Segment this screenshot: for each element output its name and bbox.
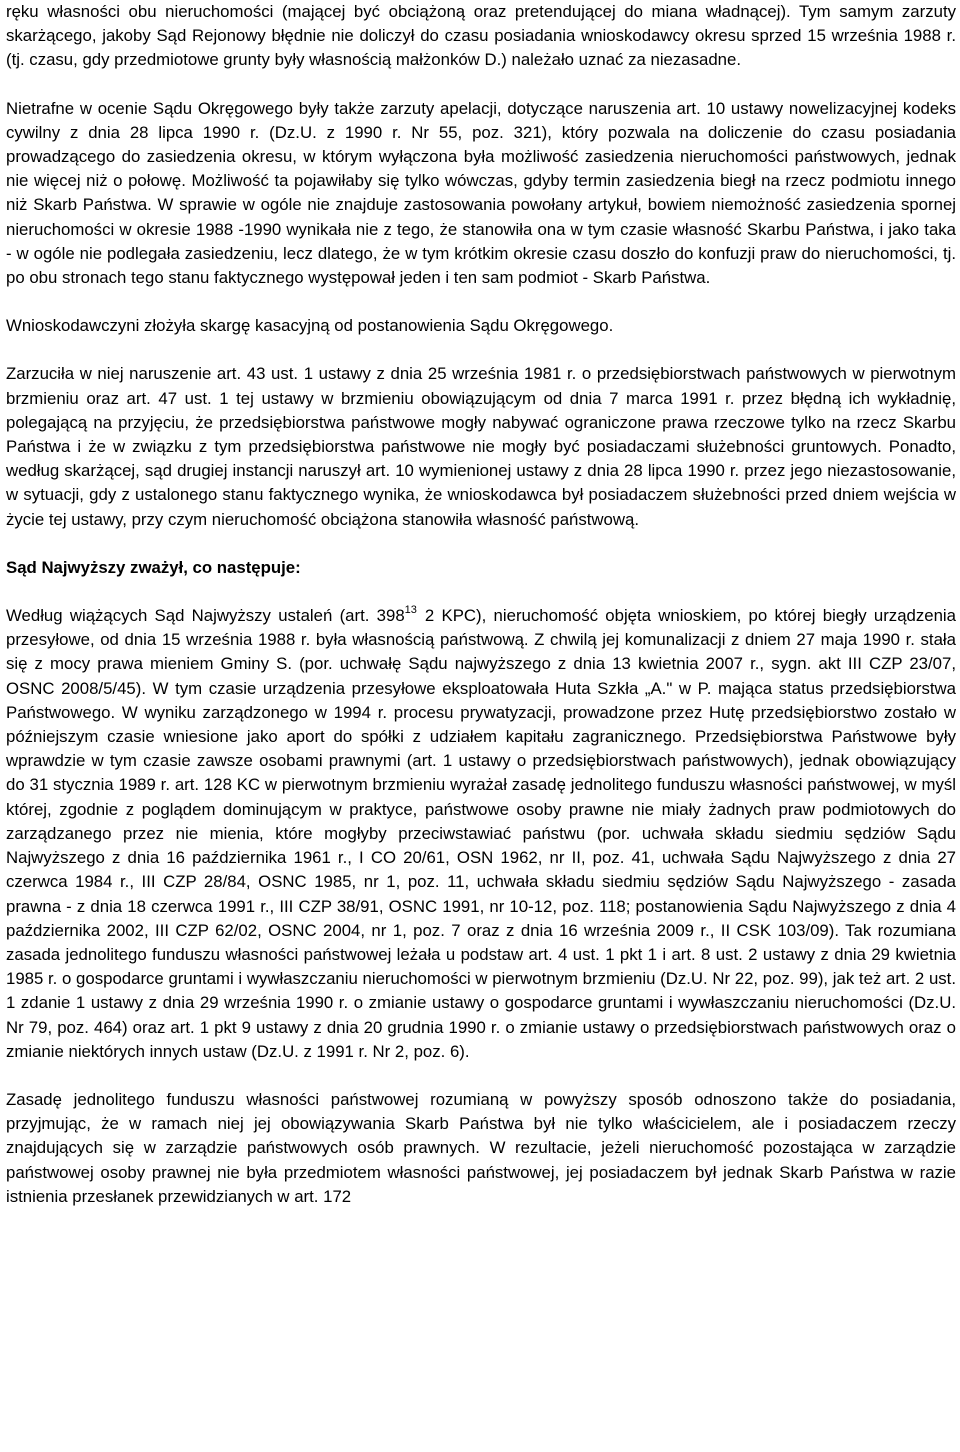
- paragraph-4: Zarzuciła w niej naruszenie art. 43 ust. 1 ustawy z dnia 25 września 1981 r. o przedsiębiorstwach państwowych w pierwotnym brzmieniu oraz art. 47 ust. 1 tej ustawy w brzmieniu obowiązującym od dnia 7 marca 1991 r. przez błędną ich wykładnię, polegającą na przyjęciu, że przedsiębiorstwa państwowe mogły nabywać ograniczone prawa rzeczowe tylko na rzecz Skarbu Państwa i że w związku z tym przedsiębiorstwa państwowe nie mogły być posiadaczami służebności gruntowych. Ponadto, według skarżącej, sąd drugiej instancji naruszył art. 10 wymienionej ustawy z dnia 28 lipca 1990 r. przez jego niezastosowanie, w sytuacji, gdy z ustalonego stanu faktycznego wynika, że wnioskodawca był posiadaczem służebności przed dniem wejścia w życie tej ustawy, przy czym nieruchomość obciążona stanowiła własność państwową.: [6, 364, 956, 529]
- paragraph-gap: [6, 532, 956, 556]
- paragraph-2: Nietrafne w ocenie Sądu Okręgowego były także zarzuty apelacji, dotyczące naruszenia art. 10 ustawy nowelizacyjnej kodeks cywilny z dnia 28 lipca 1990 r. (Dz.U. z 1990 r. Nr 55, poz. 321), który pozwala na doliczenie do czasu posiadania prowadzącego do zasiedzenia okresu, w którym wyłączona była możliwość zasiedzenia nieruchomości państwowych, jednak nie więcej niż o połowę. Możliwość ta pojawiłaby się tylko wówczas, gdyby termin zasiedzenia biegł na rzecz podmiotu innego niż Skarb Państwa. W sprawie w ogóle nie znajduje zastosowania powołany artykuł, bowiem niemożność zasiedzenia spornej nieruchomości w okresie 1988 -1990 wynikała nie z tego, że stanowiła ona w tym czasie własność Skarbu Państwa, i jako taka - w ogóle nie podlegała zasiedzeniu, lecz dlatego, że w tym krótkim okresie czasu doszło do konfuzji praw do nieruchomości, tj. po obu stronach tego stanu faktycznego występował jeden i ten sam podmiot - Skarb Państwa.: [6, 98, 956, 288]
- document-page: [6, 0, 956, 1209]
- paragraph-gap: [6, 1064, 956, 1088]
- paragraph-5-text-before: Według wiążących Sąd Najwyższy ustaleń (art. 398: [6, 606, 405, 626]
- paragraph-gap: [6, 73, 956, 97]
- section-heading: Sąd Najwyższy zważył, co następuje:: [6, 557, 301, 577]
- paragraph-3: Wnioskodawczyni złożyła skargę kasacyjną od postanowienia Sądu Okręgowego.: [6, 316, 614, 336]
- paragraph-6: Zasadę jednolitego funduszu własności państwowej rozumianą w powyższy sposób odnoszono także do posiadania, przyjmując, że w ramach niej jej obowiązywania Skarb Państwa był nie tylko właścicielem, ale i posiadaczem rzeczy znajdujących się w zarządzie państwowych osób prawnych. W rezultacie, jeżeli nieruchomość pozostająca w zarządzie państwowej osoby prawnej nie była przedmiotem własności państwowej, jej posiadaczem był jednak Skarb Państwa w razie istnienia przesłanek przewidzianych w art. 172: [6, 1089, 956, 1206]
- paragraph-gap: [6, 580, 956, 604]
- paragraph-gap: [6, 338, 956, 362]
- paragraph-5: [6, 604, 956, 1064]
- paragraph-gap: [6, 290, 956, 314]
- paragraph-1: ręku własności obu nieruchomości (mającej być obciążoną oraz pretendującej do miana władnącej). Tym samym zarzuty skarżącego, jakoby Sąd Rejonowy błędnie nie doliczył do czasu posiadania wnioskodawcy okresu sprzed 15 września 1988 r. (tj. czasu, gdy przedmiotowe grunty były własnością małżonków D.) należało uznać za niezasadne.: [6, 2, 956, 70]
- paragraph-5-text-after: 2 KPC), nieruchomość objęta wnioskiem, po której biegły urządzenia przesyłowe, od dnia 15 września 1988 r. była własnością państwową. Z chwilą jej komunalizacji z dniem 27 maja 1990 r. stała się z mocy prawa mieniem Gminy S. (por. uchwałę Sądu najwyższego z dnia 13 kwietnia 2007 r., sygn. akt III CZP 23/07, OSNC 2008/5/45). W tym czasie urządzenia przesyłowe eksploatowała Huta Szkła „A." w P. mająca status przedsiębiorstwa Państwowego. W wyniku zarządzonego w 1994 r. procesu prywatyzacji, prowadzone przez Hutę przedsiębiorstwo zostało w późniejszym czasie wniesione jako aport do spółki z udziałem kapitału zagranicznego. Przedsiębiorstwa Państwowe były wprawdzie w tym czasie zawsze osobami prawnymi (art. 1 ustawy o przedsiębiorstwach państwowych), jednak obowiązujący do 31 stycznia 1989 r. art. 128 KC w pierwotnym brzmieniu wyrażał zasadę jednolitego funduszu własności państwowej, w myśl której, zgodnie z poglądem dominującym w praktyce, państwowe osoby prawne nie miały żadnych praw podmiotowych do zarządzanego przez nie mienia, które mogłyby przeciwstawiać państwu (por. uchwała składu siedmiu sędziów Sądu Najwyższego z dnia 16 października 1961 r., I CO 20/61, OSN 1962, nr II, poz. 41, uchwała Sądu Najwyższego z dnia 27 czerwca 1984 r., III CZP 28/84, OSNC 1985, nr 1, poz. 11, uchwała składu siedmiu sędziów Sądu Najwyższego - zasada prawna - z dnia 18 czerwca 1991 r., III CZP 38/91, OSNC 1991, nr 10-12, poz. 118; postanowienia Sądu Najwyższego z dnia 4 października 2002, III CZP 62/02, OSNC 2004, nr 1, poz. 7 oraz z dnia 16 września 2009 r., II CSK 103/09). Tak rozumiana zasada jednolitego funduszu własności państwowej leżała u podstaw art. 4 ust. 1 pkt 1 i art. 8 ust. 2 ustawy z dnia 29 kwietnia 1985 r. o gospodarce gruntami i wywłaszczaniu nieruchomości w pierwotnym brzmieniu (Dz.U. Nr 22, poz. 99), jak też art. 2 ust. 1 zdanie 1 ustawy z dnia 29 września 1990 r. o zmianie ustawy o gospodarce gruntami i wywłaszczaniu nieruchomości (Dz.U. Nr 79, poz. 464) oraz art. 1 pkt 9 ustawy z dnia 20 grudnia 1990 r. o zmianie ustawy o przedsiębiorstwach państwowych oraz o zmianie niektórych innych ustaw (Dz.U. z 1991 r. Nr 2, poz. 6).: [6, 606, 956, 1061]
- superscript-number: 13: [404, 604, 417, 617]
